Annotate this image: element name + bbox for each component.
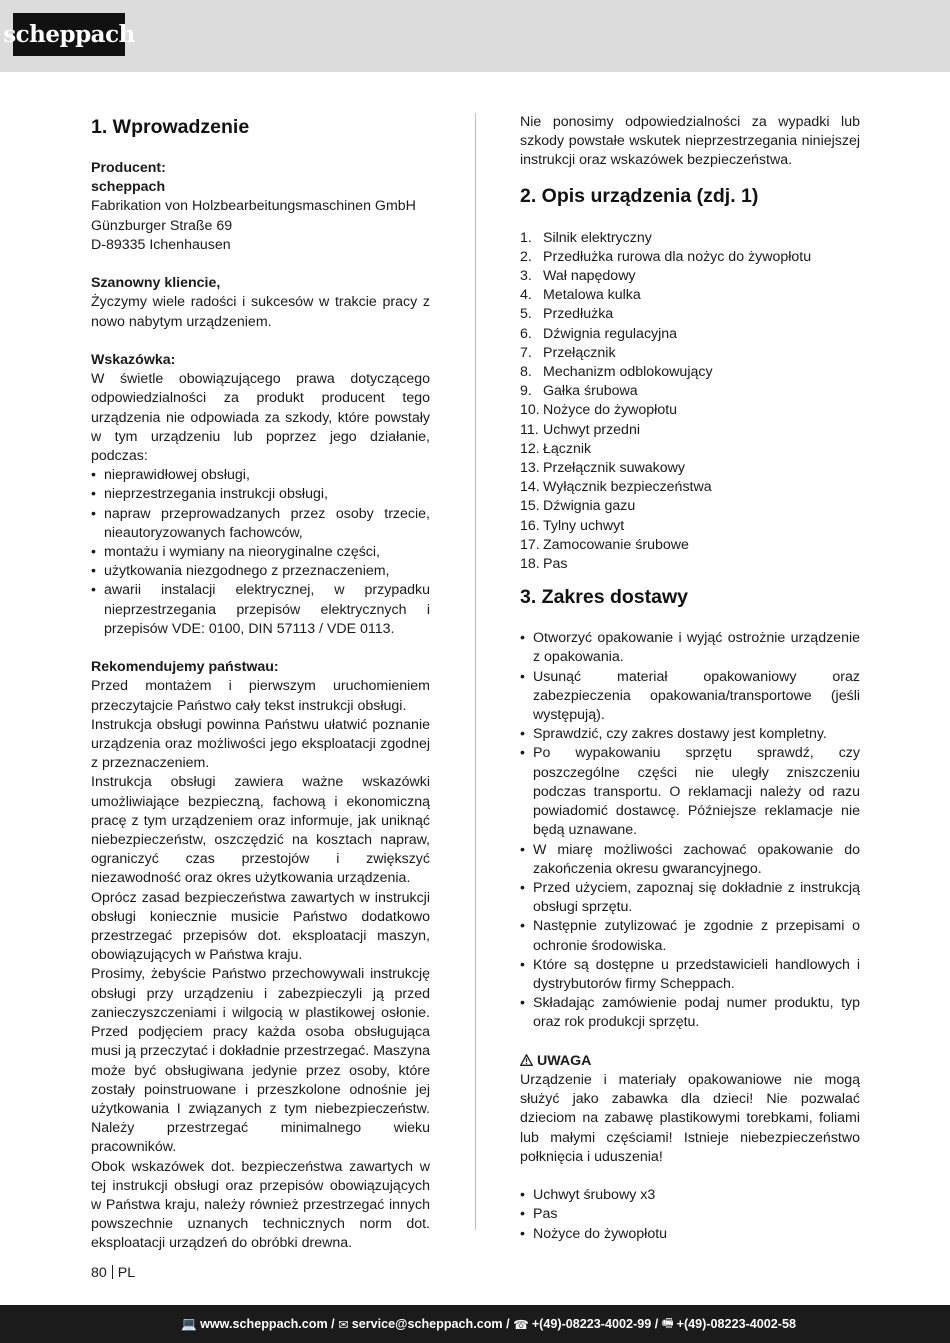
warning-text: Urządzenie i materiały opakowaniowe nie mogą służyć jako zabawka dla dzieci! Nie pozwalać dzieciom na zabawę plastikowymi torebkami, foliami lub małymi częściami! Istnieje niebezpieczeństwo połknięcia i uduszenia! <box>520 1071 860 1165</box>
list-item: 11. Uchwyt przedni <box>520 421 640 438</box>
section-2-title: 2. Opis urządzenia (zdj. 1) <box>520 184 759 207</box>
list-item: • Uchwyt śrubowy x3 <box>520 1186 860 1205</box>
list-item: • Przed użyciem, zapoznaj się dokładnie z instrukcją obsługi sprzętu. <box>520 879 860 917</box>
contents-bullet-list <box>520 1186 860 1244</box>
section-3-title: 3. Zakres dostawy <box>520 586 688 609</box>
list-item: • Po wypakowaniu sprzętu sprawdź, czy poszczególne części nie uległy zniszczeniu podczas transportu. O reklamacji należy od razu powiadomić dostawcę. Późniejsze reklamacje nie będą uznawane. <box>520 744 860 840</box>
warning-heading <box>520 1052 860 1071</box>
computer-icon: 💻 <box>181 1316 198 1331</box>
left-column <box>91 113 430 1254</box>
recommend-paragraph: Instrukcja obsługi zawiera ważne wskazówki umożliwiające bezpieczną, fachową i ekonomiczną pracę z tym urządzeniem oraz informuje, jak uniknąć niebezpieczeństw, oszczędzić na kosztach napraw, ograniczyć czas przestojów i zwiększyć niezawodność oraz okres użytkowania urządzenia. <box>91 774 430 887</box>
list-item: 9. Gałka śrubowa <box>520 383 638 400</box>
email-link[interactable]: service@scheppach.com <box>351 1317 503 1331</box>
liability-text: Nie ponosimy odpowiedzialności za wypadki lub szkody powstałe wskutek nieprzestrzegania niniejszej instrukcji oraz wskazówek bezpieczeństwa. <box>520 114 860 169</box>
list-item: 14. Wyłącznik bezpieczeństwa <box>520 479 712 496</box>
recommend-paragraph: Oprócz zasad bezpieczeństwa zawartych w instrukcji obsługi koniecznie musicie Państwo dodatkowo przestrzegać przepisów dot. eksploatacji maszyn, obowiązujących w Państwa kraju. <box>91 889 430 964</box>
envelope-icon: ✉ <box>338 1317 349 1332</box>
list-item: • nieprzestrzegania instrukcji obsługi, <box>91 485 430 504</box>
list-item: 5. Przedłużka <box>520 306 614 323</box>
recommend-paragraph: Obok wskazówek dot. bezpieczeństwa zawartych w tej instrukcji obsługi oraz przepisów obowiązujących w Państwa kraju, należy również przestrzegać innych powszechnie uznanych technicznych norm dot. eksploatacji urządzeń do obróbki drewna. <box>91 1158 430 1252</box>
right-column <box>520 113 860 1244</box>
list-item: • awarii instalacji elektrycznej, w przypadku nieprzestrzegania przepisów elektrycznych i przepisów VDE: 0100, DIN 57113 / VDE 0113. <box>91 581 430 639</box>
list-item: • Sprawdzić, czy zakres dostawy jest kompletny. <box>520 725 860 744</box>
list-item: 10. Nożyce do żywopłotu <box>520 402 678 419</box>
list-item: 15. Dźwignia gazu <box>520 498 636 515</box>
warning-triangle-icon <box>520 1054 533 1066</box>
producer-street: Günzburger Straße 69 <box>91 217 233 234</box>
list-item: • nieprawidłowej obsługi, <box>91 466 430 485</box>
producer-label: Producent: <box>91 160 166 176</box>
section-1-title: 1. Wprowadzenie <box>91 116 250 138</box>
column-divider <box>475 113 476 1230</box>
note-bullet-list <box>91 466 430 639</box>
list-item: • Składając zamówienie podaj numer produktu, typ oraz rok produkcji sprzętu. <box>520 994 860 1032</box>
parts-list <box>520 229 860 575</box>
page-number: 80 PL <box>91 1265 136 1281</box>
delivery-bullet-list <box>520 629 860 1032</box>
list-item: 13. Przełącznik suwakowy <box>520 460 685 477</box>
recommend-paragraph: Instrukcja obsługi powinna Państwu ułatwić poznanie urządzenia oraz możliwości jego eksploatacji zgodnej z przeznaczeniem. <box>91 716 430 772</box>
list-item: 12. Łącznik <box>520 440 592 457</box>
warning-label: UWAGA <box>537 1052 592 1069</box>
list-item: 17. Zamocowanie śrubowe <box>520 536 689 553</box>
list-item: • Następnie zutylizować je zgodnie z przepisami o ochronie środowiska. <box>520 917 860 955</box>
phone-number: +(49)-08223-4002-99 <box>531 1317 652 1331</box>
producer-brand: scheppach <box>91 179 166 196</box>
list-item: 6. Dźwignia regulacyjna <box>520 325 678 342</box>
list-item: 1. Silnik elektryczny <box>520 229 652 246</box>
fax-number: +(49)-08223-4002-58 <box>676 1317 796 1331</box>
list-item: 7. Przełącznik <box>520 344 616 361</box>
producer-block <box>91 159 430 255</box>
top-header-bar <box>0 0 950 72</box>
list-item: • Usunąć materiał opakowaniowy oraz zabezpieczenia opakowania/transportowe (jeśli występują). <box>520 668 860 726</box>
recommend-paragraph: Przed montażem i pierwszym uruchomieniem przeczytajcie Państwo cały tekst instrukcji obsługi. <box>91 678 430 714</box>
customer-label: Szanowny kliencie, <box>91 275 221 292</box>
list-item: 2. Przedłużka rurowa dla nożyc do żywopłotu <box>520 248 812 265</box>
contact-footer-bar: 💻 www.scheppach.com / ✉ service@scheppach.com / ☎ +(49)-08223-4002-99 / 🖷 +(49)-08223-4002-58 <box>0 1305 950 1343</box>
list-item: • użytkowania niezgodnego z przeznaczeniem, <box>91 562 430 581</box>
producer-company: Fabrikation von Holzbearbeitungsmaschinen GmbH <box>91 198 416 215</box>
list-item: 3. Wał napędowy <box>520 268 636 285</box>
website-link[interactable]: www.scheppach.com <box>200 1317 328 1331</box>
fax-icon: 🖷 <box>661 1315 674 1330</box>
list-item: • montażu i wymiany na nieoryginalne części, <box>91 543 430 562</box>
note-text: W świetle obowiązującego prawa dotyczącego odpowiedzialności za produkt producent tego urządzenia nie odpowiada za szkody, które powstały w tym urządzeniu lub poprzez jego działanie, podczas: <box>91 371 430 465</box>
note-label: Wskazówka: <box>91 352 176 368</box>
list-item: • W miarę możliwości zachować opakowanie do zakończenia okresu gwarancyjnego. <box>520 841 860 879</box>
scheppach-logo: scheppach <box>13 13 125 56</box>
telephone-icon: ☎ <box>513 1317 529 1332</box>
list-item: 8. Mechanizm odblokowujący <box>520 364 713 381</box>
list-item: • Pas <box>520 1205 860 1224</box>
list-item: • Otworzyć opakowanie i wyjąć ostrożnie urządzenie z opakowania. <box>520 629 860 667</box>
customer-text: Życzymy wiele radości i sukcesów w trakcie pracy z nowo nabytym urządzeniem. <box>91 294 430 330</box>
list-item: 4. Metalowa kulka <box>520 287 641 304</box>
list-item: • napraw przeprowadzanych przez osoby trzecie, nieautoryzowanych fachowców, <box>91 505 430 543</box>
recommend-label: Rekomendujemy państwau: <box>91 659 279 676</box>
list-item: • Które są dostępne u przedstawicieli handlowych i dystrybutorów firmy Scheppach. <box>520 956 860 994</box>
list-item: 16. Tylny uchwyt <box>520 517 625 534</box>
list-item: • Nożyce do żywopłotu <box>520 1225 860 1244</box>
producer-city: D-89335 Ichenhausen <box>91 236 231 253</box>
recommend-paragraph: Prosimy, żebyście Państwo przechowywali instrukcję obsługi przy urządzeniu i zabezpieczyli ją przed zanieczyszczeniami i wilgocią w plastikowej osłonie. Przed podjęciem pracy każda osoba obsługująca musi ją przeczytać i dokładnie przestrzegać. Maszyna może być obsługiwana jedynie przez osoby, które zostały poinstruowane i przeszkolone odnośnie jej użytkowania I związanych z tym niebezpieczeństw. Należy przestrzegać minimalnego wieku pracowników. <box>91 966 430 1156</box>
list-item: 18. Pas <box>520 556 568 573</box>
